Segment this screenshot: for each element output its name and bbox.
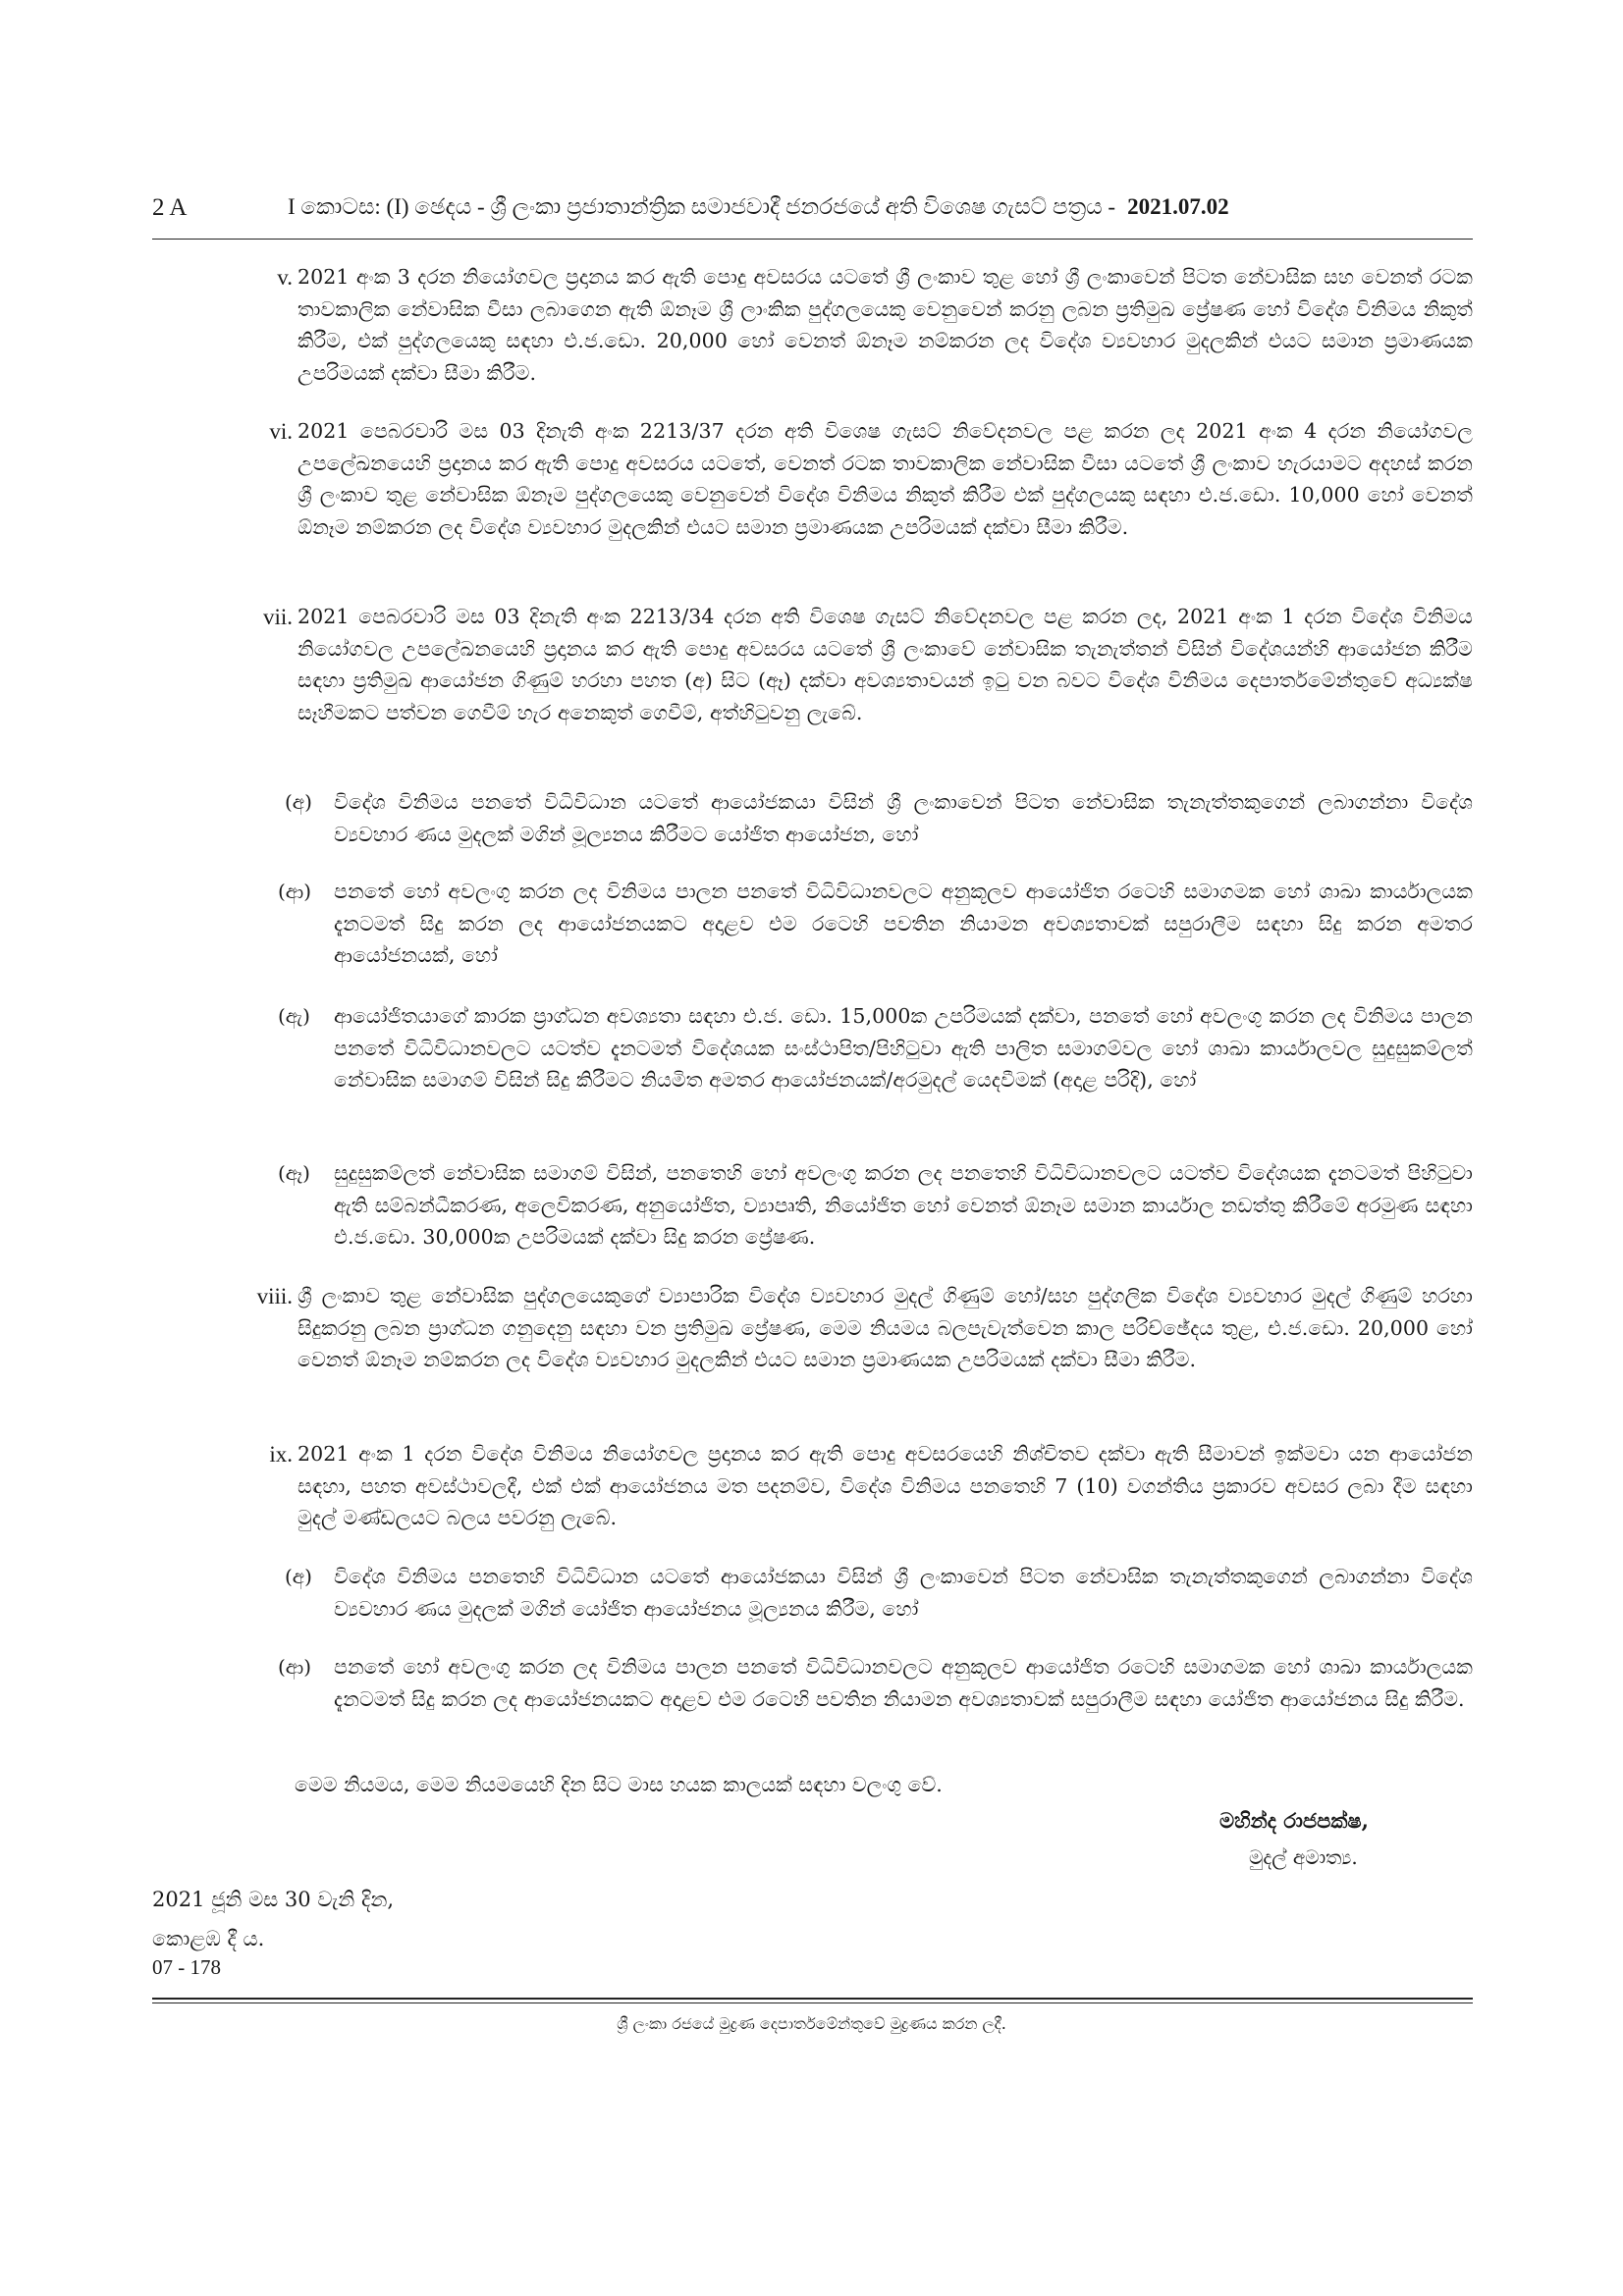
place-line: කොළඹ දී ය.	[152, 1927, 265, 1950]
sub-item-text: සුදුසුකම්ලත් නේවාසික සමාගම් විසින්, පනතෙහි හෝ අවලංගු කරන ලද පනතෙහි විධිවිධානවලට යටත්ව විදේශයක දැනටමත් පිහිටුවා ඇති සම්බන්ධීකරණ, අලෙවිකරණ, අනුයෝජිත, ව්‍යාපෘති, නියෝජිත හෝ වෙනත් ඕනෑම සමාන කාර්යාල නඩත්තු කිරීමේ අරමුණ සඳහා එ.ජ.ඩො. 30,000ක උපරිමයක් දක්වා සිදු කරන ප්‍රේෂණ.	[334, 1161, 1473, 1249]
sub-item-number: (ඈ)	[278, 1161, 310, 1185]
page-number: 2 A	[152, 194, 188, 221]
item-number-v: v.	[277, 265, 293, 290]
header-date: 2021.07.02	[1127, 194, 1229, 219]
sub-item-text: විදේශ විනිමය පනතෙහි විධිවිධාන යටතේ ආයෝජකයා විසින් ශ්‍රී ලංකාවෙන් පිටත නේවාසික තැනැත්තකුගෙන් ලබාගන්නා විදේශ ව්‍යවහාර ණය මුදලක් මගින් යෝජිත ආයෝජනය මූල්‍යනය කිරීම, හෝ	[334, 1565, 1473, 1621]
sub-item-text: පනතේ හෝ අවලංගු කරන ලද විනිමය පාලන පනතේ විධිවිධානවලට අනුකූලව ආයෝජිත රටෙහි සමාගමක හෝ ශාඛා කාර්යාලයක දැනටමත් සිදු කරන ලද ආයෝජනයකට අදාළව එම රටෙහි පවතින නියාමන අවශ්‍යතාවක් සපුරාලීම සඳහා යෝජිත ආයෝජනය සිදු කිරීම.	[334, 1655, 1473, 1711]
item-number-vii: vii.	[262, 605, 293, 629]
printer-footer: ශ්‍රී ලංකා රජයේ මුද්‍රණ දෙපාර්තමේන්තුවේ මුද්‍රණය කරන ලදී.	[617, 2014, 1006, 2033]
sub-item-number: (අ)	[285, 1565, 312, 1588]
item-text-viii: ශ්‍රී ලංකාව තුළ නේවාසික පුද්ගලයෙකුගේ ව්‍යාපාරික විදේශ ව්‍යවහාර මුදල් ගිණුම් හෝ/සහ පුද්ගලික විදේශ ව්‍යවහාර මුදල් ගිණුම් හරහා සිදුකරනු ලබන ප්‍රාග්ධන ගනුදෙනු සඳහා වන ප්‍රතිමුඛ ප්‍රේෂණ, මෙම නියමය බලපැවැත්වෙන කාල පරිච්ඡේදය තුළ, එ.ජ.ඩො. 20,000 හෝ වෙනත් ඕනෑම නම්කරන ලද විදේශ ව්‍යවහාර මුදලකින් එයට සමාන ප්‍රමාණයක උපරිමයක් දක්වා සීමා කිරීම.	[298, 1284, 1473, 1371]
item-text-ix: 2021 අංක 1 දරන විදේශ විනිමය නියෝගවල ප්‍රදානය කර ඇති පොදු අවසරයෙහි නිශ්චිතව දක්වා ඇති සීමාවන් ඉක්මවා යන ආයෝජන සඳහා, පහත අවස්ථාවලදී, එක් එක් ආයෝජනය මත පදනම්ව, විදේශ විනිමය පනතෙහි 7 (10) වගන්තිය ප්‍රකාරව අවසර ලබා දීම සඳහා මුදල් මණ්ඩලයට බලය පවරනු ලැබේ.	[298, 1442, 1474, 1529]
reference-number: 07 - 178	[152, 1955, 221, 1979]
sub-item-text: ආයෝජිතයාගේ කාරක ප්‍රාග්ධන අවශ්‍යතා සඳහා එ.ජ. ඩො. 15,000ක උපරිමයක් දක්වා, පනතේ හෝ අවලංගු කරන ලද විනිමය පාලන පනතේ විධිවිධානවලට යටත්ව දැනටමත් විදේශයක සංස්ථාපිත/පිහිටුවා ඇති පාලිත සමාගම්වල හෝ ශාඛා කාර්යාලවල සුදුසුකම්ලත් නේවාසික සමාගම් විසින් සිදු කිරීමට නියමිත අමතර ආයෝජනයක්/අරමුදල් යෙදවීමක් (අදාළ පරිදි), හෝ	[334, 1004, 1473, 1092]
validity-statement: මෙම නියමය, මෙම නියමයෙහි දින සිට මාස හයක කාලයක් සඳහා වලංගු වේ.	[295, 1773, 943, 1796]
item-number-ix: ix.	[269, 1442, 293, 1467]
item-text-vi: 2021 පෙබරවාරි මස 03 දිනැති අංක 2213/37 දරන අති විශෙෂ ගැසට් නිවේදනවල පළ කරන ලද 2021 අංක 4 දරන නියෝගවල උපලේඛනයෙහි ප්‍රදානය කර ඇති පොදු අවසරය යටතේ, වෙනත් රටක තාවකාලික නේවාසික වීසා යටතේ ශ්‍රී ලංකාව හැරයාමට අදහස් කරන ශ්‍රී ලංකාව තුළ නේවාසික ඕනෑම පුද්ගලයෙකු වෙනුවෙන් විදේශ විනිමය නිකුත් කිරීම එක් පුද්ගලයකු සඳහා එ.ජ.ඩො. 10,000 හෝ වෙනත් ඕනෑම නම්කරන ලද විදේශ ව්‍යවහාර මුදලකින් එයට සමාන ප්‍රමාණයක උපරිමයක් දක්වා සීමා කිරීම.	[298, 419, 1473, 539]
footer-divider-thin	[152, 2002, 1473, 2003]
header-divider	[152, 239, 1473, 240]
signatory-title: මුදල් අමාත්‍ය.	[1249, 1845, 1358, 1869]
item-text-v: 2021 අංක 3 දරන නියෝගවල ප්‍රදානය කර ඇති පොදු අවසරය යටතේ ශ්‍රී ලංකාව තුළ හෝ ශ්‍රී ලංකාවෙන් පිටත නේවාසික සහ වෙනත් රටක තාවකාලික නේවාසික වීසා ලබාගෙන ඇති ඕනෑම ශ්‍රී ලාංකික පුද්ගලයෙකු වෙනුවෙන් කරනු ලබන ප්‍රතිමුඛ ප්‍රේෂණ හෝ විදේශ විනිමය නිකුත් කිරීම, එක් පුද්ගලයෙකු සඳහා එ.ජ.ඩො. 20,000 හෝ වෙනත් ඕනෑම නම්කරන ලද විදේශ ව්‍යවහාර මුදලකින් එයට සමාන ප්‍රමාණයක උපරිමයක් දක්වා සීමා කිරීම.	[298, 265, 1473, 385]
item-number-viii: viii.	[256, 1284, 293, 1308]
sub-item-number: (ඇ)	[278, 1004, 310, 1028]
item-text-vii: 2021 පෙබරවාරි මස 03 දිනැති අංක 2213/34 දරන අති විශෙෂ ගැසට් නිවේදනවල පළ කරන ලද, 2021 අංක 1 දරන විදේශ විනිමය නියෝගවල උපලේඛනයෙහි ප්‍රදානය කර ඇති පොදු අවසරය යටතේ ශ්‍රී ලංකාවේ නේවාසික තැනැත්තන් විසින් විදේශයන්හි ආයෝජන කිරීම සඳහා ප්‍රතිමුඛ ආයෝජන ගිණුම් හරහා පහත (අ) සිට (ඈ) දක්වා අවශ්‍යතාවයන් ඉටු වන බවට විදේශ විනිමය දෙපාර්තමේන්තුවේ අධ්‍යක්ෂ සෑහීමකට පත්වන ගෙවීම් හැර අනෙකුත් ගෙවීම්, අත්හිටුවනු ලැබේ.	[298, 605, 1473, 724]
footer-divider	[152, 1998, 1473, 2000]
header-title	[288, 194, 1229, 220]
date-line: 2021 ජූනි මස 30 වැනි දින,	[152, 1888, 395, 1911]
sub-item-text: විදේශ විනිමය පනතේ විධිවිධාන යටතේ ආයෝජකයා විසින් ශ්‍රී ලංකාවෙන් පිටත නේවාසික තැනැත්තකුගෙන් ලබාගන්නා විදේශ ව්‍යවහාර ණය මුදලක් මගින් මූල්‍යනය කිරීමට යෝජිත ආයෝජන, හෝ	[334, 790, 1473, 846]
sub-item-number: (ආ)	[278, 880, 312, 903]
sub-item-number: (අ)	[285, 790, 312, 814]
date-place	[152, 1880, 394, 1958]
signatory-name: මහින්ද රාජපක්ෂ,	[1219, 1808, 1369, 1833]
header-title-text: I කොටස: (I) ඡෙදය - ශ්‍රී ලංකා ප්‍රජාතාන්ත්‍රික සමාජවාදී ජනරජයේ අති විශෙෂ ගැසට් පත්‍රය -	[288, 194, 1116, 219]
sub-item-number: (ආ)	[278, 1655, 312, 1679]
item-number-vi: vi.	[269, 419, 293, 444]
sub-item-text: පනතේ හෝ අවලංගු කරන ලද විනිමය පාලන පනතේ විධිවිධානවලට අනුකූලව ආයෝජිත රටෙහි සමාගමක හෝ ශාඛා කාර්යාලයක දැනටමත් සිදු කරන ලද ආයෝජනයකට අදාළව එම රටෙහි පවතින නියාමන අවශ්‍යතාවක් සපුරාලීම සඳහා සිදු කරන අමතර ආයෝජනයක්, හෝ	[334, 880, 1473, 967]
